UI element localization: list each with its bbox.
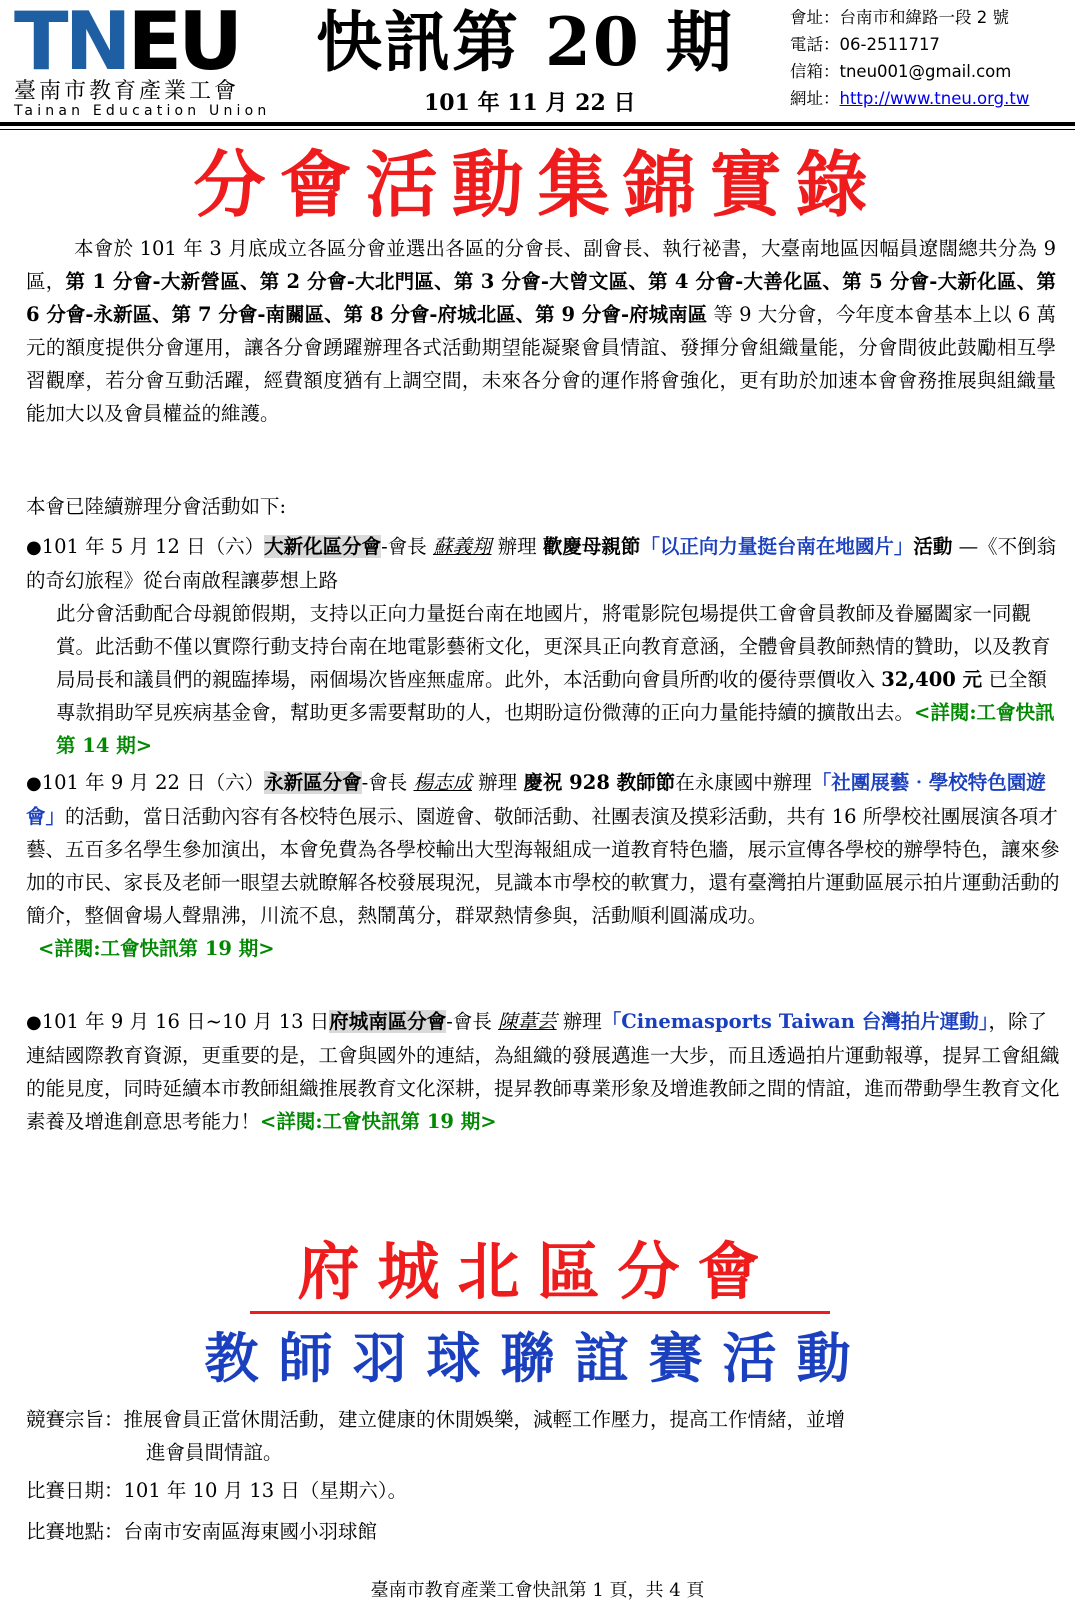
contact-info bbox=[790, 4, 1029, 112]
bullet-icon: ● bbox=[26, 537, 42, 558]
branch-name: 府城南區分會 bbox=[329, 1010, 447, 1033]
intro-paragraph: 本會於 101 年 3 月底成立各區分會並選出各區的分會長、副會長、執行祕書，大臺南地區因幅員遼闊總共分為 9 區，第 1 分會-大新營區、第 2 分會-大北門區、第 3 分會-大曾文區、第 4 分會-大善化區、第 5 分會-大新化區、第 6 分會-永新區、第 7 分會-南關區、第 8 分會-府城北區、第 9 分會-府城南區 等 9 大分會，今年度本會基本上以 6 萬元的額度提供分會運用，讓各分會踴躍辦理各式活動期望能凝聚會員情誼、發揮分會組織量能，分會間彼此鼓勵相互學習觀摩，若分會互動活躍，經費額度猶有上調空間，未來各分會的運作將會強化，更有助於加速本會會務推展與組織量能加大以及會員權益的維護。 bbox=[26, 237, 1056, 425]
activity-body: 此分會活動配合母親節假期，支持以正向力量挺台南在地國片，將電影院包場提供工會會員教師及眷屬闔家一同觀賞。此活動不僅以實際行動支持台南在地電影藝術文化，更深具正向教育意涵，全體會員教師熱情的贊助，以及教育局局長和議員們的親臨捧場，兩個場次皆座無虛席。此外，本活動向會員所酌收的優待票價收入 32,400 元 已全額專款捐助罕見疾病基金會，幫助更多需要幫助的人，也期盼這份微薄的正向力量能持續的擴散出去。<詳閱:工會快訊第 14 期> bbox=[56, 602, 1055, 757]
event-name: 「Cinemasports Taiwan 台灣拍片運動」 bbox=[601, 1010, 989, 1033]
leader-name: 陳葦芸 bbox=[498, 1010, 557, 1033]
branch-name: 大新化區分會 bbox=[264, 535, 382, 558]
header-rule-thick bbox=[0, 122, 1075, 126]
leader-name: 蘇義翔 bbox=[432, 535, 492, 558]
section-title: 府城北區分會 bbox=[297, 1235, 778, 1308]
logo-tn: TN bbox=[14, 0, 128, 88]
leader-name: 楊志成 bbox=[413, 771, 472, 794]
tneu-logo bbox=[14, 0, 294, 119]
section-title-underline bbox=[250, 1311, 830, 1314]
list-intro: 本會已陸續辦理分會活動如下: bbox=[26, 495, 287, 518]
contact-address: 會址：台南市和緯路一段 2 號 bbox=[790, 8, 1009, 27]
event-name: 「社團展藝‧學校特色園遊會」 bbox=[26, 771, 1046, 828]
purpose-label: 競賽宗旨： bbox=[26, 1408, 124, 1431]
logo-eu: EU bbox=[127, 0, 240, 88]
section-subtitle: 教師羽球聯誼賽活動 bbox=[204, 1326, 871, 1390]
contact-email: 信箱：tneu001@gmail.com bbox=[790, 62, 1012, 81]
competition-place: 比賽地點：台南市安南區海東國小羽球館 bbox=[26, 1520, 378, 1543]
issue-date: 101 年 11 月 22 日 bbox=[424, 90, 636, 116]
issue-title: 快訊第 20 期 bbox=[316, 3, 734, 81]
masthead bbox=[0, 0, 1075, 128]
page-footer: 臺南市教育產業工會快訊第 1 頁，共 4 頁 bbox=[370, 1580, 705, 1601]
branch-list: 第 1 分會-大新營區、第 2 分會-大北門區、第 3 分會-大曾文區、第 4 分會-大善化區、第 5 分會-大新化區、第 6 分會-永新區、第 7 分會-南關區、第 8 分會-府城北區、第 9 分會-府城南區 bbox=[26, 270, 1056, 326]
competition-purpose: 競賽宗旨：推展會員正當休閒活動，建立健康的休閒娛樂，減輕工作壓力，提高工作情緒，並增 進會員間情誼。 bbox=[26, 1408, 846, 1464]
activity-heading: ●101 年 9 月 16 日~10 月 13 日府城南區分會-會長 陳葦芸 辦理「Cinemasports Taiwan 台灣拍片運動」，除了連結國際教育資源，更重要的是，工會與國外的連結，為組織的發展邁進一大步，而且透過拍片運動報導，提昇工會組織的能見度，同時延續本市教師組織推展教育文化深耕，提昇教師專業形象及增進教師之間的情誼，進而帶動學生教育文化素養及增進創意思考能力！<詳閱:工會快訊第 19 期> bbox=[26, 1010, 1060, 1133]
contact-website: 網址：http://www.tneu.org.tw bbox=[790, 89, 1030, 108]
competition-date: 比賽日期：101 年 10 月 13 日（星期六）。 bbox=[26, 1479, 408, 1502]
activity-heading: ●101 年 9 月 22 日（六）永新區分會-會長 楊志成 辦理 慶祝 928 教師節在永康國中辦理「社團展藝‧學校特色園遊會」的活動，當日活動內容有各校特色展示、園遊會、敬師活動、社團表演及摸彩活動，共有 16 所學校社團展演各項才藝、五百多名學生參加演出，本會免費為各學校輸出大型海報組成一道教育特色牆，展示宣傳各學校的辦學特色，讓來參加的市民、家長及老師一眼望去就瞭解各校發展現況，見識本市學校的軟實力，還有臺灣拍片運動區展示拍片運動活動的簡介，整個會場人聲鼎沸，川流不息，熱鬧萬分，群眾熱情參與，活動順利圓滿成功。 bbox=[26, 771, 1060, 927]
main-title: 分會活動集錦實錄 bbox=[193, 142, 882, 227]
event-name: 「以正向力量挺台南在地國片」 bbox=[640, 535, 914, 558]
logo-english-name: Tainan Education Union bbox=[14, 103, 271, 119]
activity-link-line bbox=[26, 932, 1061, 965]
website-link[interactable]: http://www.tneu.org.tw bbox=[839, 89, 1030, 108]
activity-item bbox=[26, 1005, 1061, 1138]
detail-link[interactable]: <詳閱:工會快訊第 19 期> bbox=[260, 1110, 497, 1133]
detail-link[interactable]: <詳閱:工會快訊第 14 期> bbox=[56, 701, 1055, 757]
bullet-icon: ● bbox=[26, 1012, 42, 1033]
logo-wordmark bbox=[14, 0, 294, 88]
activity-item bbox=[26, 530, 1061, 762]
activity-item bbox=[26, 766, 1061, 965]
detail-link[interactable]: <詳閱:工會快訊第 19 期> bbox=[38, 937, 275, 960]
activity-heading: ●101 年 5 月 12 日（六）大新化區分會-會長 蘇義翔 辦理 歡慶母親節「以正向力量挺台南在地國片」活動 —《不倒翁的奇幻旅程》從台南啟程讓夢想上路 bbox=[26, 535, 1057, 592]
bullet-icon: ● bbox=[26, 773, 42, 794]
branch-name: 永新區分會 bbox=[264, 771, 362, 794]
header-rule-thin bbox=[0, 129, 1075, 130]
contact-phone: 電話：06-2511717 bbox=[790, 35, 940, 54]
logo-chinese-name: 臺南市教育產業工會 bbox=[14, 79, 240, 104]
